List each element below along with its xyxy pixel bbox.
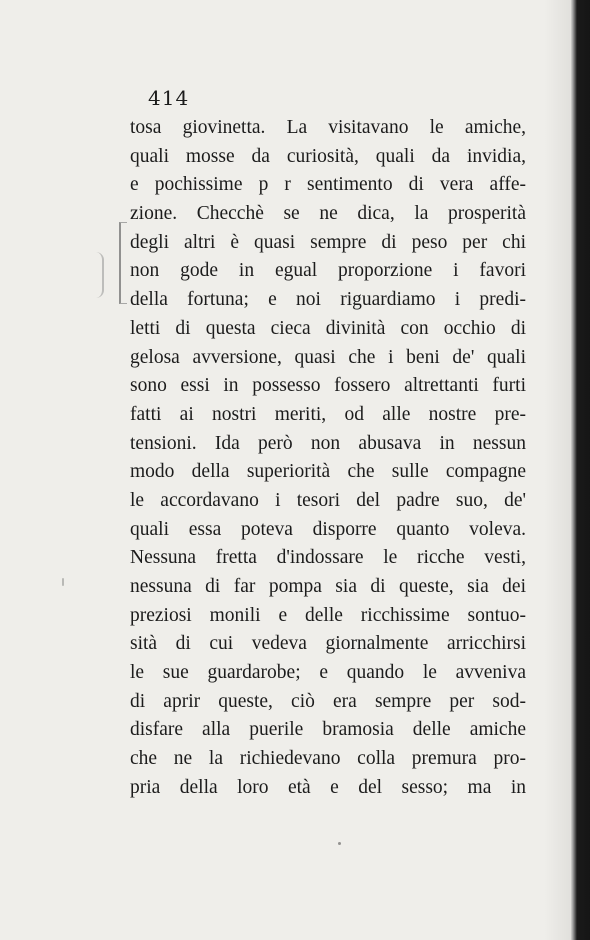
text-line: degli altri è quasi sempre di peso per chi — [130, 231, 526, 253]
paper-speck — [338, 842, 341, 845]
text-line: tensioni. Ida però non abusava in nessun — [130, 432, 526, 454]
text-line: non gode in egual proporzione i favori — [130, 260, 526, 282]
text-line: modo della superiorità che sulle compagne — [130, 461, 526, 483]
text-line: zione. Checchè se ne dica, la prosperità — [130, 203, 526, 225]
text-line: pria della loro età e del sesso; ma in — [130, 776, 526, 798]
margin-pencil-mark — [92, 252, 104, 298]
text-line: di aprir queste, ciò era sempre per sod- — [130, 690, 526, 712]
page-number: 414 — [148, 86, 190, 110]
text-line: le sue guardarobe; e quando le avveniva — [130, 662, 526, 684]
spine-shadow — [544, 0, 570, 940]
text-line: quali essa poteva disporre quanto voleva. — [130, 518, 526, 540]
text-line: letti di questa cieca divinità con occhio di — [130, 317, 526, 339]
text-line: le accordavano i tesori del padre suo, de' — [130, 489, 526, 511]
margin-bracket-mark — [119, 222, 127, 304]
body-text — [130, 114, 526, 803]
text-line: Nessuna fretta d'indossare le ricche vesti, — [130, 547, 526, 569]
text-line: gelosa avversione, quasi che i beni de' quali — [130, 346, 526, 368]
text-line: e pochissime p r sentimento di vera affe- — [130, 174, 526, 196]
text-line: sono essi in possesso fossero altrettanti furti — [130, 375, 526, 397]
text-line: disfare alla puerile bramosia delle amiche — [130, 719, 526, 741]
text-line: che ne la richiedevano colla premura pro- — [130, 748, 526, 770]
paper-speck — [62, 578, 64, 586]
text-line: tosa giovinetta. La visitavano le amiche, — [130, 117, 526, 138]
text-line: nessuna di far pompa sia di queste, sia dei — [130, 576, 526, 597]
text-line: della fortuna; e noi riguardiamo i predi- — [130, 289, 526, 311]
text-line: quali mosse da curiosità, quali da invidia, — [130, 145, 526, 167]
text-line: preziosi monili e delle ricchissime sontuo- — [130, 604, 526, 626]
text-line: sità di cui vedeva giornalmente arricchirsi — [130, 633, 526, 655]
text-line: fatti ai nostri meriti, od alle nostre pre- — [130, 403, 526, 425]
book-spine — [570, 0, 590, 940]
